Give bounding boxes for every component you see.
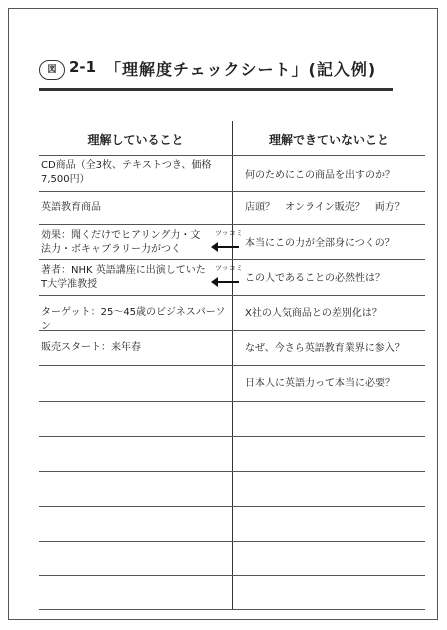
right-item: 日本人に英語力って本当に必要？ — [245, 378, 395, 389]
right-item: 店頭？ オンライン販売？ 両方？ — [245, 202, 405, 213]
row-divider — [39, 609, 425, 610]
left-column-header: 理解していること — [87, 133, 184, 147]
row-divider — [39, 155, 425, 156]
row-divider — [39, 541, 425, 542]
left-item: CD商品（全3枚、テキストつき、価格7,500円） — [41, 160, 212, 185]
right-item: なぜ、今さら英語教育業界に参入？ — [245, 343, 405, 354]
figure-number: 2-1 — [69, 58, 97, 76]
left-item: 効果：聞くだけでヒアリング力・文法力・ボキャブラリー力がつく — [41, 230, 201, 255]
row-divider — [39, 506, 425, 507]
row-divider — [39, 191, 425, 192]
row-divider — [39, 295, 425, 296]
row-divider — [39, 471, 425, 472]
row-divider — [39, 436, 425, 437]
right-item: この人であることの必然性は？ — [245, 273, 385, 284]
figure-title: 「理解度チェックシート」(記入例) — [105, 60, 377, 79]
tsukkomi-label: ツッコミ — [215, 264, 243, 272]
title-underline — [39, 88, 393, 91]
row-divider — [39, 224, 425, 225]
arrow-left-icon — [217, 246, 239, 248]
right-item: 何のためにこの商品を出すのか？ — [245, 170, 395, 181]
right-item: 本当にこの力が全部身につくの？ — [245, 238, 395, 249]
tsukkomi-label: ツッコミ — [215, 229, 243, 237]
left-item: ターゲット：25～45歳のビジネスパーソン — [41, 307, 226, 332]
figure-header — [39, 57, 399, 83]
left-item: 英語教育商品 — [41, 202, 101, 213]
right-item: X社の人気商品との差別化は？ — [245, 308, 382, 319]
figure-badge: 図 — [39, 60, 65, 80]
left-item: 販売スタート：来年春 — [41, 342, 141, 353]
left-item: 著者：NHK 英語講座に出演していた T大学准教授 — [41, 265, 206, 290]
row-divider — [39, 259, 425, 260]
row-divider — [39, 575, 425, 576]
row-divider — [39, 401, 425, 402]
right-column-header: 理解できていないこと — [268, 133, 389, 147]
check-sheet — [8, 8, 438, 620]
check-table — [39, 121, 425, 613]
row-divider — [39, 365, 425, 366]
arrow-left-icon — [217, 281, 239, 283]
